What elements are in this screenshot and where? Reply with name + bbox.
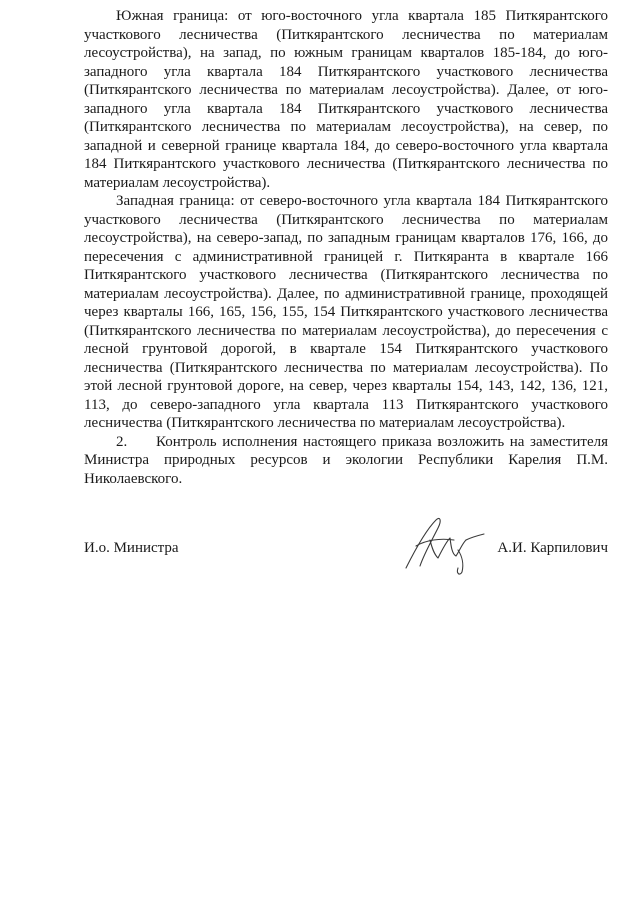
document-body: [84, 7, 608, 488]
paragraph-south-boundary: Южная граница: от юго-восточного угла квартала 185 Питкярантского участкового лесничества (Питкярантского лесничества по материалам лесоустройства), на запад, по южным границам кварталов 185-184, до юго-западного угла квартала 184 Питкярантского участкового лесничества (Питкярантского лесничества по материалам лесоустройства). Далее, от юго-западного угла квартала 184 Питкярантского участкового лесничества (Питкярантского лесничества по материалам лесоустройства), на север, по западной и северной границе квартала 184, до северо-восточного угла квартала 184 Питкярантского участкового лесничества (Питкярантского лесничества по материалам лесоустройства).: [84, 8, 608, 191]
signatory-name: А.И. Карпилович: [497, 540, 608, 556]
handwritten-signature: [396, 510, 488, 576]
signatory-position: И.о. Министра: [84, 540, 179, 556]
numbered-item-2: [84, 433, 608, 489]
paragraph-west-boundary: Западная граница: от северо-восточного угла квартала 184 Питкярантского участкового лесничества (Питкярантского лесничества по материалам лесоустройства), на северо-запад, по западным границам кварталов 176, 166, до пересечения с административной границей г. Питкяранта в квартале 166 Питкярантского участкового лесничества (Питкярантского лесничества по материалам лесоустройства). Далее, по административной границе, проходящей через кварталы 166, 165, 156, 155, 154 Питкярантского участкового лесничества (Питкярантского лесничества по материалам лесоустройства), до пересечения с лесной грунтовой дорогой, в квартале 154 Питкярантского участкового лесничества (Питкярантского лесничества по материалам лесоустройства). По этой лесной грунтовой дороге, на север, через кварталы 154, 143, 142, 136, 121, 113, до северо-западного угла квартала 113 Питкярантского участкового лесничества (Питкярантского лесничества по материалам лесоустройства).: [84, 193, 608, 431]
item-number: 2.: [116, 433, 128, 450]
signature-block: [84, 528, 608, 588]
item-text: Контроль исполнения настоящего приказа возложить на заместителя Министра природных ресурсов и экологии Республики Карелия П.М. Николаевского.: [84, 433, 608, 487]
